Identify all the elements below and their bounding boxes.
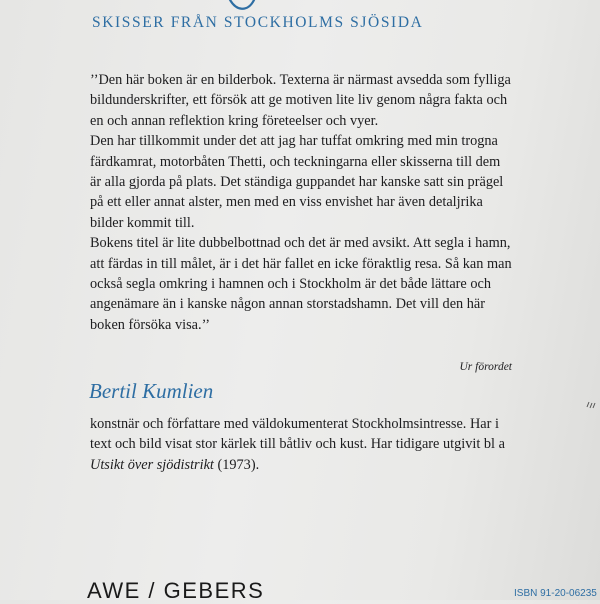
- foreword-text: [90, 70, 530, 335]
- foreword-line: är alla gjorda på plats. Det ständiga guppandet har kanske satt sin prägel: [90, 174, 504, 191]
- author-name: Bertil Kumlien: [89, 379, 214, 403]
- previous-book-year: (1973).: [213, 456, 260, 473]
- quote-source: Ur förordet: [459, 361, 512, 373]
- publisher-name: AWE / GEBERS: [87, 578, 265, 603]
- foreword-line: färdkamrat, motorbåten Thetti, och teckningarna eller skisserna till dem: [90, 153, 501, 170]
- foreword-line: Den har tillkommit under det att jag har tuffat omkring med min trogna: [90, 133, 498, 150]
- foreword-line: att färdas in till målet, är i det här fallet en icke föraktlig resa. Så kan man: [90, 255, 512, 272]
- foreword-line: Bokens titel är lite dubbelbottnad och det är med avsikt. Att segla i hamn,: [90, 235, 511, 252]
- foreword-line: bildunderskrifter, ett försök att ge motiven lite liv genom några fakta och: [90, 92, 508, 109]
- foreword-line: angenämare än i kanske någon annan storstadshamn. Det vill den här: [90, 296, 486, 313]
- author-bio: [90, 414, 530, 475]
- edge-mark-icon: [586, 401, 596, 409]
- foreword-line: ’’Den här boken är en bilderbok. Texterna är närmast avsedda som fylliga: [90, 72, 511, 88]
- bio-line: [90, 455, 530, 475]
- foreword-line: bilder kommit till.: [90, 214, 195, 231]
- bio-line: konstnär och författare med väldokumenterat Stockholmsintresse. Har i: [90, 416, 499, 432]
- foreword-line: boken försöka visa.’’: [90, 316, 211, 333]
- bio-line: text och bild visat stor kärlek till båtliv och kust. Har tidigare utgivit bl a: [90, 436, 505, 453]
- foreword-line: också segla omkring i hamnen och i Stockholm är det både lättare och: [90, 276, 491, 293]
- foreword-line: en och annan reflektion kring företeelser och vyer.: [90, 112, 379, 129]
- previous-book-title: Utsikt över sjödistrikt: [90, 456, 214, 473]
- series-title: SKISSER FRÅN STOCKHOLMS SJÖSIDA: [92, 14, 424, 31]
- foreword-line: på ett eller annat alster, men med en viss envishet har även detaljrika: [90, 194, 483, 211]
- isbn-number: ISBN 91-20-06235: [514, 588, 597, 599]
